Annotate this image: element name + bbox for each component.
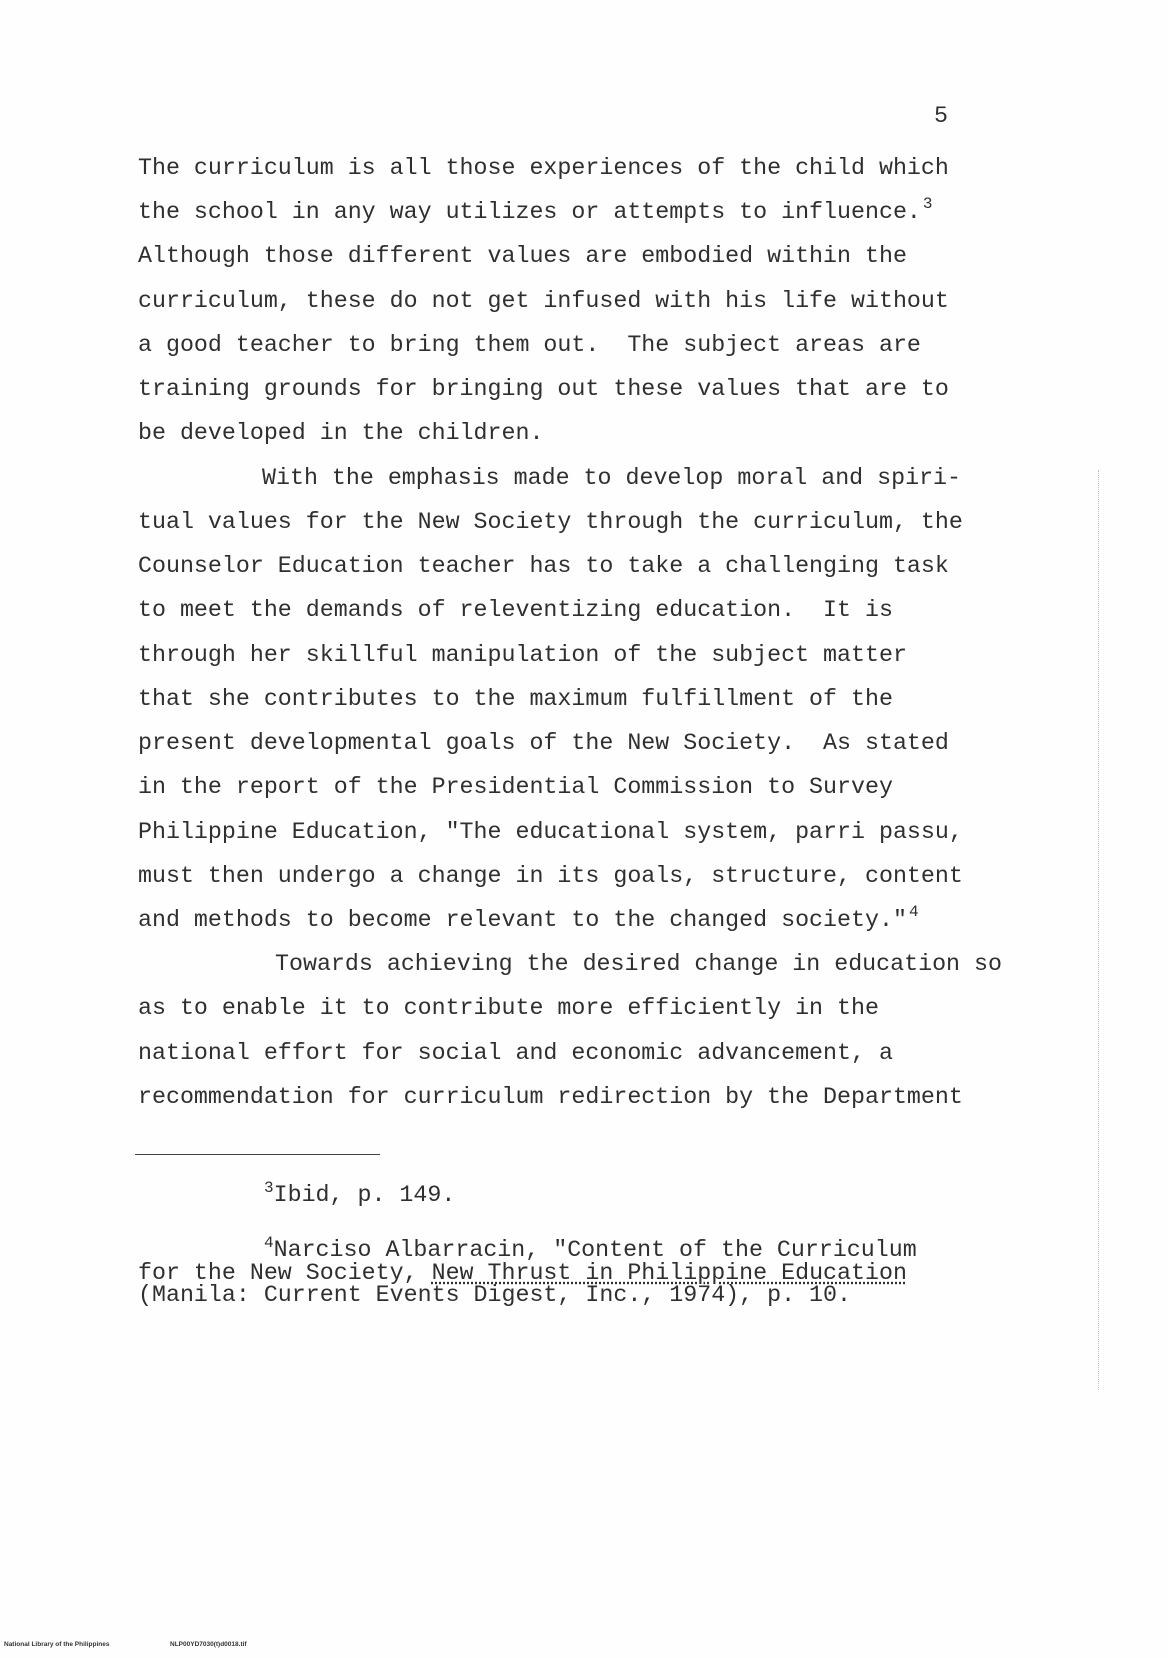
paragraph-line bbox=[138, 898, 1038, 942]
line-text: curriculum, these do not get infused with his life without bbox=[138, 287, 949, 314]
scan-edge-artifact bbox=[1098, 470, 1099, 1390]
paragraph-3 bbox=[138, 942, 1038, 1119]
paragraph-line bbox=[138, 986, 1038, 1030]
line-text: The curriculum is all those experiences of the child which bbox=[138, 155, 949, 181]
line-text: to meet the demands of releventizing education. It is bbox=[138, 597, 893, 624]
paragraph-line bbox=[138, 810, 1038, 854]
line-text: Counselor Education teacher has to take a challenging task bbox=[138, 553, 949, 580]
page-number: 5 bbox=[934, 103, 948, 129]
paragraph-line bbox=[138, 677, 1038, 721]
line-text: in the report of the Presidential Commission to Survey bbox=[138, 774, 893, 801]
paragraph-line bbox=[138, 721, 1038, 765]
footnote-line bbox=[138, 1259, 1038, 1286]
paragraph-line bbox=[138, 588, 1038, 632]
line-text: the school in any way utilizes or attempts to influence. bbox=[138, 199, 921, 226]
line-text: present developmental goals of the New Society. As stated bbox=[138, 730, 949, 757]
scan-file-name: NLP00YD7030(t)d0018.tif bbox=[170, 1641, 247, 1648]
footnote-text: Ibid, p. 149. bbox=[273, 1182, 456, 1208]
scan-library-label: National Library of the Philippines bbox=[4, 1641, 110, 1648]
body-text bbox=[138, 146, 1038, 1119]
paragraph-line bbox=[138, 146, 1038, 190]
footnote-text: Narciso Albarracin, "Content of the Curriculum bbox=[273, 1237, 917, 1263]
line-text: that she contributes to the maximum fulfillment of the bbox=[138, 685, 893, 712]
paragraph-line bbox=[138, 854, 1038, 898]
line-text: With the emphasis made to develop moral and spiri- bbox=[262, 464, 962, 491]
line-text: recommendation for curriculum redirection by the Department bbox=[138, 1083, 963, 1110]
paragraph-line bbox=[138, 456, 1038, 500]
footnote-reference: 4 bbox=[908, 902, 919, 921]
paragraph-line bbox=[138, 190, 1038, 234]
footnote-separator bbox=[135, 1154, 380, 1155]
paragraph-line bbox=[138, 544, 1038, 588]
line-text: as to enable it to contribute more efficiently in the bbox=[138, 995, 879, 1022]
footnote-text: (Manila: Current Events Digest, Inc., 1974), p. 10. bbox=[138, 1282, 852, 1308]
paragraph-line bbox=[138, 367, 1038, 411]
footnote-marker: 4 bbox=[264, 1234, 274, 1252]
footnote-line bbox=[138, 1284, 1038, 1307]
line-text: national effort for social and economic advancement, a bbox=[138, 1039, 893, 1066]
paragraph-line bbox=[138, 234, 1038, 278]
footnote-line bbox=[138, 1234, 1038, 1263]
paragraph-2 bbox=[138, 456, 1038, 943]
line-text: and methods to become relevant to the changed society." bbox=[138, 906, 907, 933]
paragraph-line bbox=[138, 1075, 1038, 1119]
footnote-book-title: New Thrust in Philippine Education bbox=[431, 1259, 907, 1286]
footnote-reference: 3 bbox=[922, 195, 933, 214]
footnote-3 bbox=[138, 1179, 1038, 1208]
paragraph-line bbox=[138, 279, 1038, 323]
paragraph-line bbox=[138, 411, 1038, 455]
paragraph-line bbox=[138, 942, 1038, 986]
line-text: be developed in the children. bbox=[138, 420, 544, 447]
footnote-4 bbox=[138, 1234, 1038, 1308]
scan-footer bbox=[0, 1641, 400, 1653]
paragraph-line bbox=[138, 765, 1038, 809]
footnote-marker: 3 bbox=[264, 1179, 274, 1197]
line-text: Philippine Education, "The educational system, parri passu, bbox=[138, 818, 963, 845]
line-text: a good teacher to bring them out. The subject areas are bbox=[138, 331, 921, 358]
paragraph-line bbox=[138, 1031, 1038, 1075]
footnote-text: for the New Society, bbox=[138, 1259, 432, 1286]
line-text: through her skillful manipulation of the subject matter bbox=[138, 641, 907, 668]
line-text: must then undergo a change in its goals, structure, content bbox=[138, 862, 963, 889]
paragraph-1 bbox=[138, 146, 1038, 456]
paragraph-line bbox=[138, 323, 1038, 367]
paragraph-line bbox=[138, 633, 1038, 677]
line-text: training grounds for bringing out these values that are to bbox=[138, 376, 949, 403]
footnote-line bbox=[138, 1179, 1038, 1208]
line-text: Although those different values are embodied within the bbox=[138, 243, 907, 270]
paragraph-line bbox=[138, 500, 1038, 544]
line-text: Towards achieving the desired change in education so bbox=[275, 951, 1002, 978]
line-text: tual values for the New Society through the curriculum, the bbox=[138, 508, 963, 535]
